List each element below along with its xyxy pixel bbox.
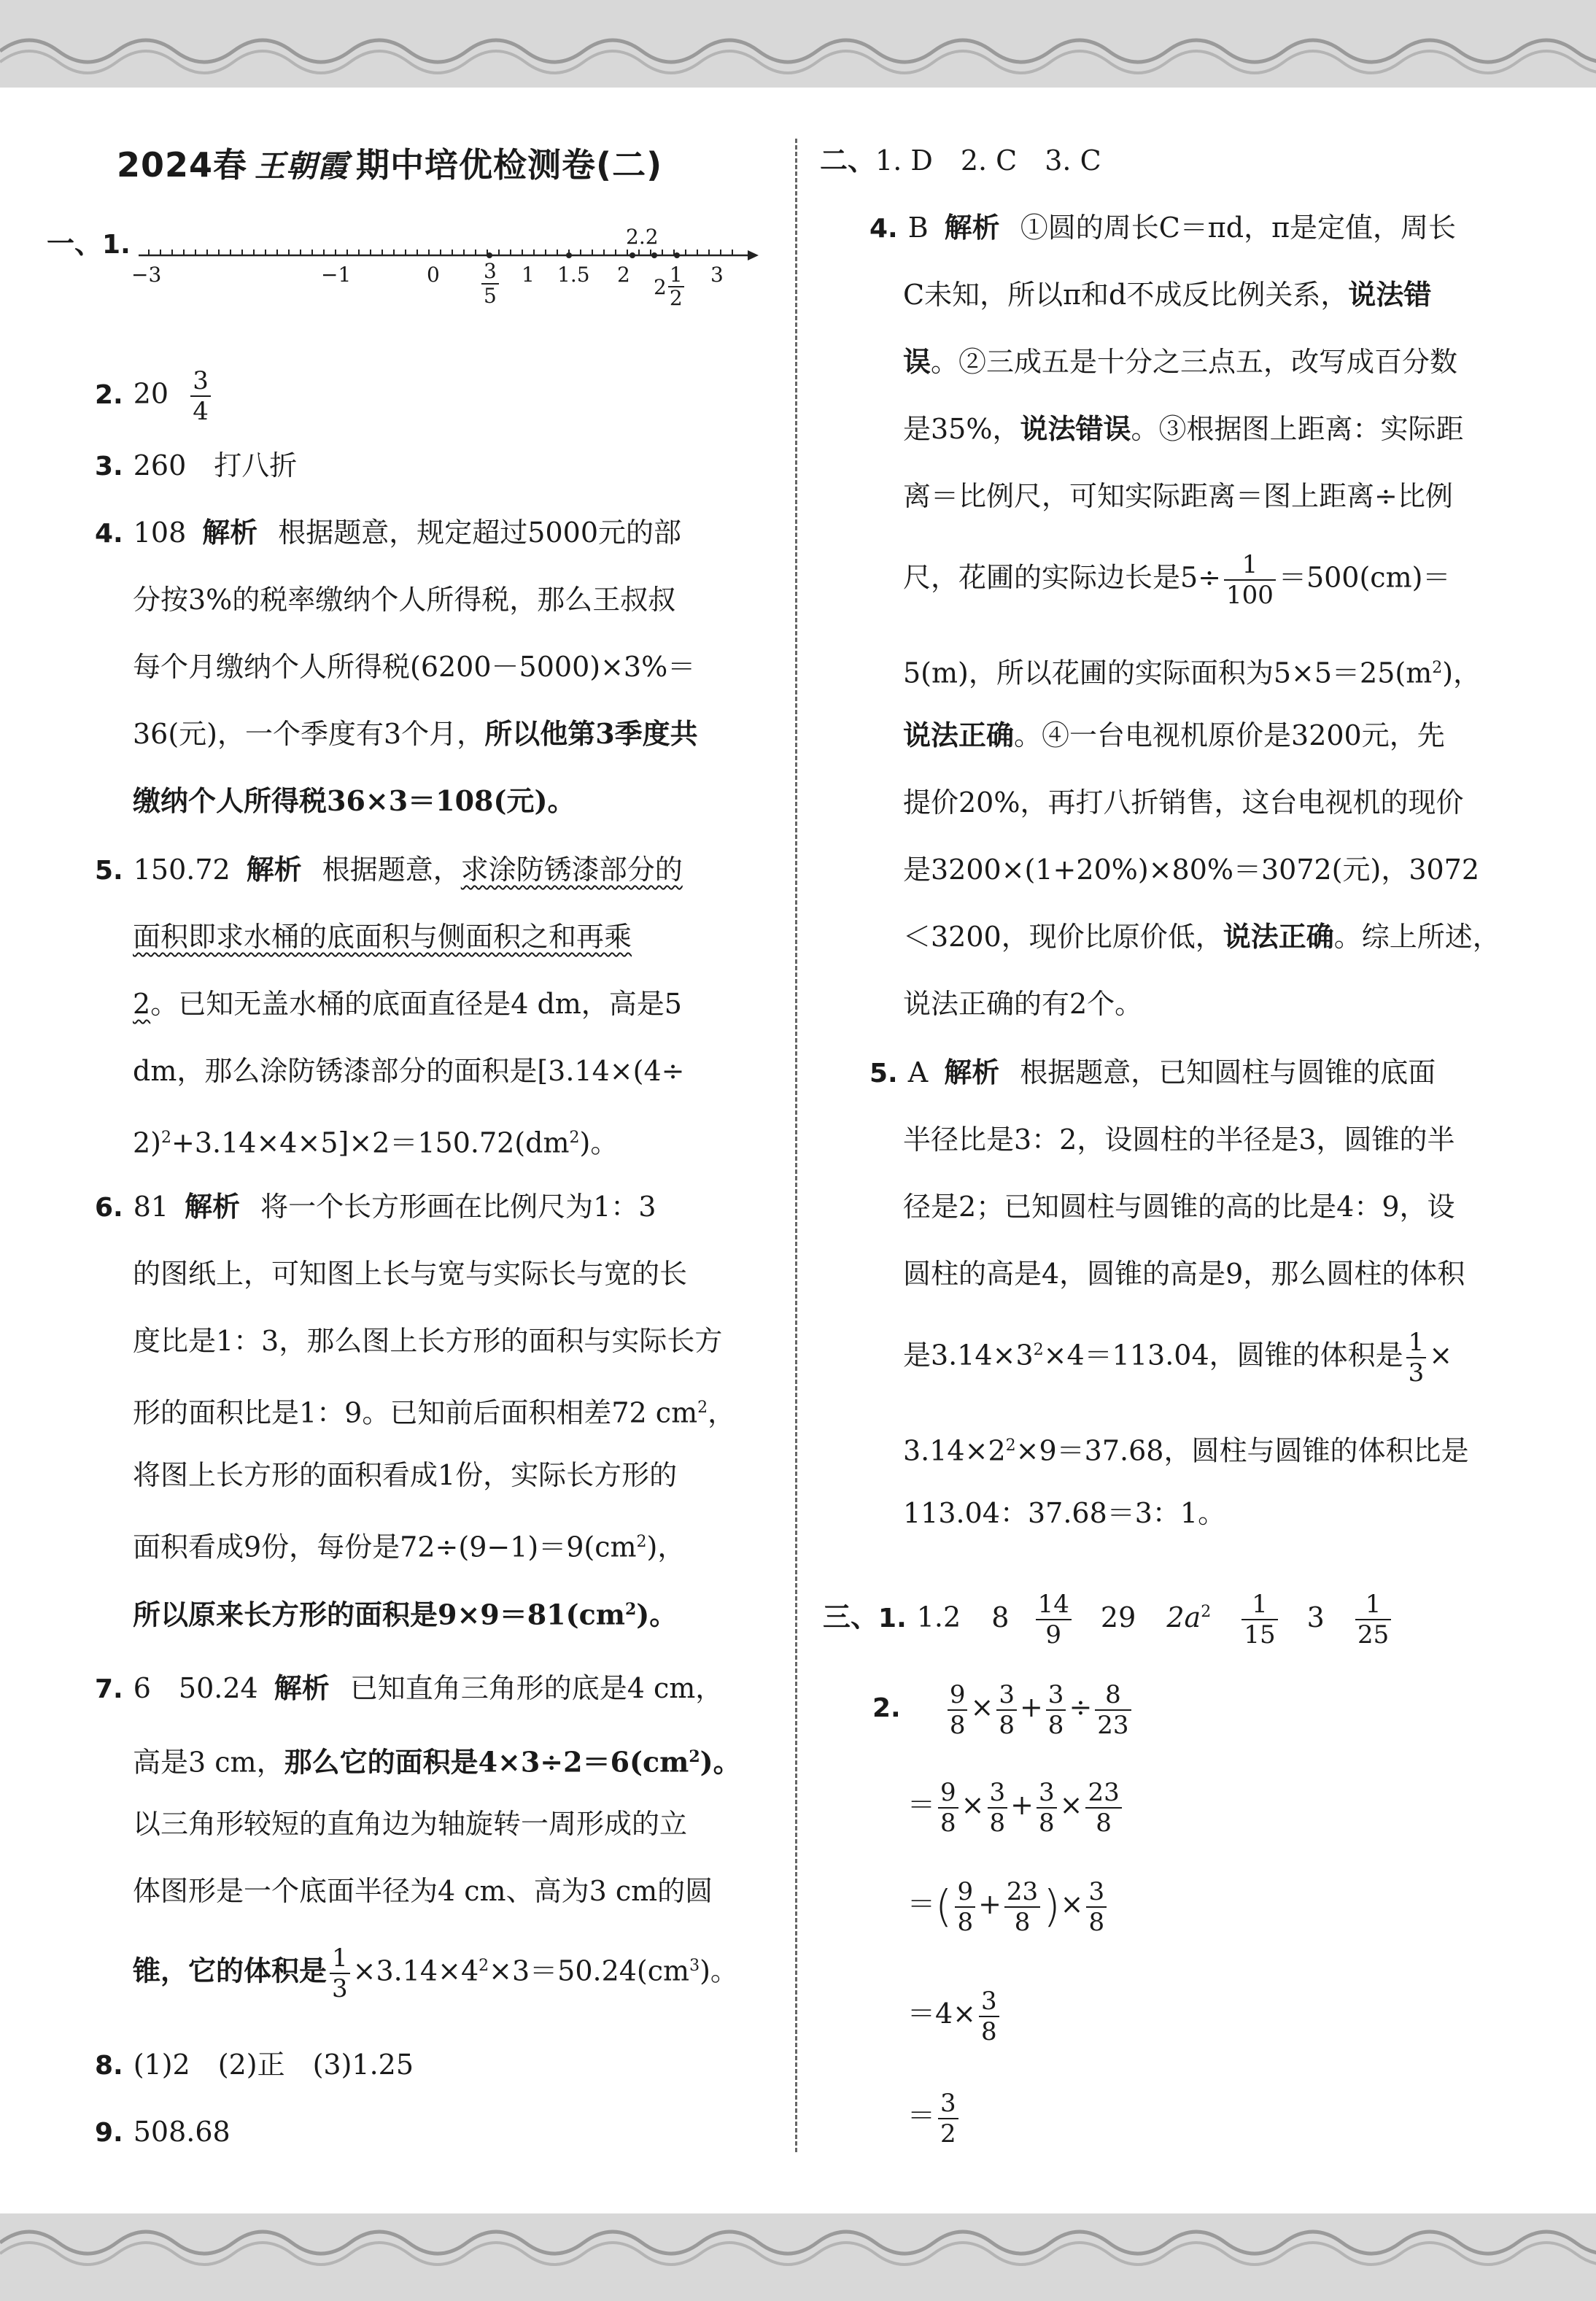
left-q7-line4: 体图形是一个底面半径为4 cm、高为3 cm的圆 [133, 1875, 713, 1907]
page-title [117, 139, 662, 187]
brand-logo-text: 王朝霞 [255, 148, 349, 184]
left-q5-line5: $2)^2+3.14\times 4\times 5]\times 2=150.72(dm^2)$。 [133, 1126, 619, 1159]
right-section3-q1: 三、1. 1.2 8 $\frac{14}{9}$ 29 $2a^2$ $\frac{1}{15}$ 3 $\frac{1}{25}$ [823, 1576, 1394, 1655]
tick-label-0: 0 [427, 263, 440, 287]
left-q6-line3: 度比是1：3，那么图上长方形的面积与实际长方 [133, 1325, 723, 1357]
tick-label-2-2: 2.2 [626, 225, 659, 249]
calc-row2: ＝ $\frac{9}{8}$ × $\frac{3}{8}$ + $\frac{3}{8}$ × $\frac{23}{8}$ [907, 1768, 1125, 1841]
calc-row1: 2. $\frac{9}{8}$ × $\frac{3}{8}$ + $\frac{3}{8}$ ÷ $\frac{8}{23}$ [872, 1671, 1134, 1745]
right-q4-line8: 说法正确。④一台电视机原价是3200元，先 [903, 719, 1445, 751]
tick-label-two-and-half: 2 1 2 [654, 263, 683, 310]
left-q5-line2: 面积即求水桶的底面积与侧面积之和再乘 [133, 921, 632, 953]
right-q4-line3: 误。②三成五是十分之三点五，改写成百分数 [903, 345, 1458, 378]
left-q3: 3. 260 打八折 [95, 449, 298, 482]
left-q4-line3: 每个月缴纳个人所得税(6200－5000)×3%＝ [133, 651, 696, 683]
right-q5-line3: 径是2；已知圆柱与圆锥的高的比是4：9，设 [903, 1191, 1455, 1223]
tick-label-neg3: −3 [131, 263, 162, 287]
left-q7-line5: 锥，它的体积是 $\frac{1}{3}$ $\times 3.14\times 4^2\times 3=50.24(cm^3)$。 [133, 1944, 738, 2003]
right-q4-line9: 提价20%，再打八折销售，这台电视机的现价 [903, 786, 1464, 819]
left-q6-line7: 所以原来长方形的面积是$9\times 9=81(cm^2)$。 [133, 1598, 678, 1631]
right-q5-line2: 半径比是3：2，设圆柱的半径是3，圆锥的半 [903, 1124, 1455, 1156]
right-q5-line5: 是$3.14\times 3^2\times 4=113.04$，圆锥的体积是 $\frac{1}{3}$ × [903, 1328, 1453, 1388]
left-q4-line5: 缴纳个人所得税36×3＝108(元)。 [133, 784, 576, 817]
calc-row3: ＝( $\frac{9}{8}$ + $\frac{23}{8}$ )× $\frac{3}{8}$ [907, 1868, 1109, 1944]
left-q5-line3: 2。已知无盖水桶的底面直径是4 dm，高是5 [133, 988, 682, 1020]
left-q9: 9. 508.68 [95, 2116, 231, 2148]
right-q4-line7: 5(m)，所以花圃的实际面积为$5\times 5=25(m^2)$， [903, 657, 1481, 689]
right-section2: 二、1. D 2. C 3. C [820, 144, 1101, 177]
tick-label-neg1: −1 [321, 263, 352, 287]
left-q2: 2. 20 $\frac{3}{4}$ [95, 366, 214, 426]
tick-label-3: 3 [710, 263, 724, 287]
right-q4-line1: 4. B 解析 ①圆的周长C＝πd，π是定值，周长 [869, 212, 1457, 244]
right-q4-line4: 是35%，说法错误。③根据图上距离：实际距 [903, 412, 1464, 445]
title-text: 期中培优检测卷(二) [356, 145, 663, 185]
right-q4-line12: 说法正确的有2个。 [903, 988, 1143, 1020]
tick-label-three-fifths: 3 5 [481, 260, 499, 308]
tick-label-1: 1 [522, 263, 535, 287]
top-decorative-band [0, 0, 1596, 88]
tick-label-1-5: 1.5 [557, 263, 590, 287]
right-q4-line10: 是3200×(1+20%)×80%＝3072(元)，3072 [903, 854, 1480, 886]
calc-row5: ＝ $\frac{3}{2}$ [907, 2079, 961, 2152]
right-q5-line4: 圆柱的高是4，圆锥的高是9，那么圆柱的体积 [903, 1258, 1465, 1290]
tick-label-2: 2 [617, 263, 630, 287]
left-q6-line6: 面积看成9份，每份是$72\div(9-1)=9(cm^2)$， [133, 1531, 686, 1563]
left-q6-line4: 形的面积比是1：9。已知前后面积相差72 $cm^2$， [133, 1396, 736, 1429]
bottom-decorative-band [0, 2213, 1596, 2301]
right-q4-line6: 尺，花圃的实际边长是5÷ $\frac{1}{100}$ ＝500(cm)＝ [903, 550, 1451, 610]
right-q4-line5: 离＝比例尺，可知实际距离＝图上距离÷比例 [903, 480, 1453, 512]
right-q5-line7: 113.04：37.68＝3：1。 [903, 1497, 1226, 1529]
column-divider [795, 139, 797, 2152]
left-q8: 8. (1)2 (2)正 (3)1.25 [95, 2049, 414, 2081]
right-q5-line1: 5. A 解析 根据题意，已知圆柱与圆锥的底面 [869, 1056, 1436, 1088]
left-q7-line3: 以三角形较短的直角边为轴旋转一周形成的立 [133, 1808, 688, 1840]
left-q6-line1: 6. 81 解析 将一个长方形画在比例尺为1：3 [95, 1191, 656, 1223]
left-q7-line1: 7. 6 50.24 解析 已知直角三角形的底是4 cm， [95, 1672, 724, 1704]
left-q5-line1: 5. 150.72 解析 根据题意，求涂防锈漆部分的 [95, 854, 683, 886]
right-q5-line6: $3.14\times 2^2\times 9=37.68$，圆柱与圆锥的体积比是 [903, 1434, 1469, 1467]
title-year: 2024春 [117, 145, 248, 185]
left-q5-line4: dm，那么涂防锈漆部分的面积是[3.14×(4÷ [133, 1055, 685, 1087]
right-q4-line2: C未知，所以π和d不成反比例关系，说法错 [903, 278, 1432, 311]
right-q4-line11: ＜3200，现价比原价低，说法正确。综上所述， [903, 920, 1500, 953]
left-q7-line2: 高是3 cm，那么它的面积是$4\times 3\div 2=6(cm^2)$。 [133, 1745, 741, 1779]
left-q4-line2: 分按3%的税率缴纳个人所得税，那么王叔叔 [133, 584, 676, 616]
q1-label: 一、1. [47, 228, 131, 260]
left-q6-line5: 将图上长方形的面积看成1份，实际长方形的 [133, 1459, 678, 1491]
left-q4-line1: 4. 108 解析 根据题意，规定超过5000元的部 [95, 517, 681, 549]
left-q4-line4: 36(元)，一个季度有3个月，所以他第3季度共 [133, 717, 698, 750]
calc-row4: ＝4× $\frac{3}{8}$ [907, 1977, 1002, 2050]
left-q6-line2: 的图纸上，可知图上长与宽与实际长与宽的长 [133, 1258, 688, 1290]
